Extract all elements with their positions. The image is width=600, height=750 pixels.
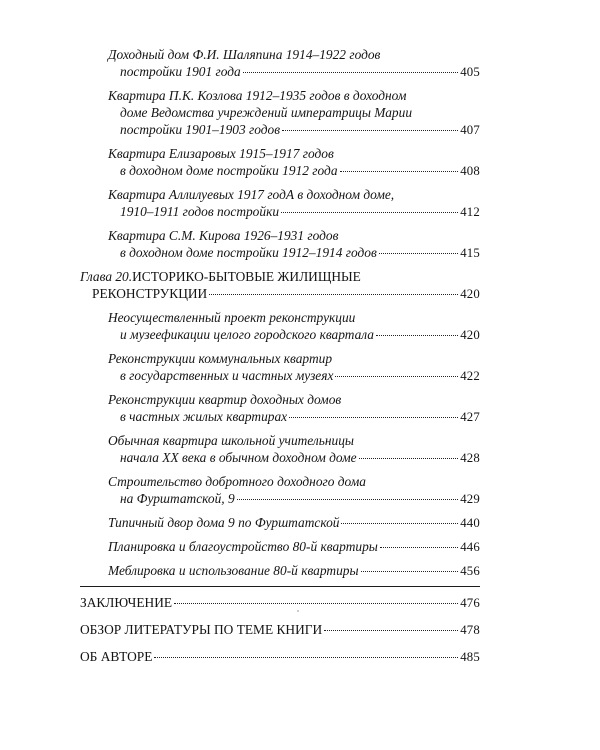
toc-section[interactable] (80, 621, 480, 639)
toc-group-back-matter (80, 594, 480, 666)
entry-line: доме Ведомства учреждений императрицы Марии (120, 105, 413, 120)
toc-group-chapter-19-entries (80, 46, 480, 262)
page-number: 427 (460, 410, 480, 424)
page-number: 420 (460, 328, 480, 342)
page-number: 429 (460, 492, 480, 506)
section-title: ОБ АВТОРЕ (80, 649, 153, 664)
entry-line: постройки 1901 года (120, 64, 241, 79)
toc-entry[interactable] (80, 391, 480, 426)
dot-leader (335, 376, 458, 377)
page-number: 440 (460, 516, 480, 530)
toc-section[interactable] (80, 594, 480, 612)
dot-leader (281, 212, 458, 213)
dot-leader (324, 630, 458, 631)
entry-line: Обычная квартира школьной учительницы (108, 433, 354, 448)
toc-entry[interactable] (80, 186, 480, 221)
dot-leader (289, 417, 458, 418)
section-title: ЗАКЛЮЧЕНИЕ (80, 595, 173, 610)
entry-line: Неосуществленный проект реконструкции (108, 310, 356, 325)
divider (80, 586, 480, 587)
toc-entry[interactable] (80, 562, 480, 580)
entry-line: Меблировка и использование 80-й квартиры (108, 563, 359, 578)
page-number: 412 (460, 205, 480, 219)
page-number: 456 (460, 564, 480, 578)
toc-entry[interactable] (80, 145, 480, 180)
entry-line: Квартира Аллилуевых 1917 годА в доходном доме, (108, 187, 395, 202)
toc-entry[interactable] (80, 432, 480, 467)
page-number: 428 (460, 451, 480, 465)
entry-line: Квартира Елизаровых 1915–1917 годов (108, 146, 334, 161)
entry-line: Типичный двор дома 9 по Фурштатской (108, 515, 340, 530)
dot-leader (174, 603, 458, 604)
entry-line: Квартира С.М. Кирова 1926–1931 годов (108, 228, 339, 243)
page-number: 407 (460, 123, 480, 137)
toc-chapter-20[interactable] (80, 268, 480, 303)
page-number: 476 (460, 596, 480, 610)
entry-last-line (108, 162, 480, 180)
entry-line: Строительство добротного доходного дома (108, 474, 366, 489)
dot-leader (359, 458, 459, 459)
toc-entry[interactable] (80, 514, 480, 532)
page-number: 422 (460, 369, 480, 383)
toc-entry[interactable] (80, 46, 480, 81)
toc-group-chapter-20-entries (80, 309, 480, 580)
toc-entry[interactable] (80, 350, 480, 385)
chapter-title-line-1: ИСТОРИКО-БЫТОВЫЕ ЖИЛИЩНЫЕ (132, 269, 361, 284)
dot-leader (361, 571, 459, 572)
dot-leader (340, 171, 459, 172)
toc-entry[interactable] (80, 538, 480, 556)
entry-line: постройки 1901–1903 годов (120, 122, 281, 137)
page-number: 415 (460, 246, 480, 260)
entry-last-line (108, 449, 480, 467)
entry-line: в доходном доме постройки 1912 года (120, 163, 338, 178)
entry-line: в частных жилых квартирах (120, 409, 288, 424)
entry-line: Квартира П.К. Козлова 1912–1935 годов в доходном (108, 88, 407, 103)
entry-line: Планировка и благоустройство 80-й квартиры (108, 539, 378, 554)
entry-last-line (80, 621, 480, 639)
entry-line: Реконструкции коммунальных квартир (108, 351, 333, 366)
dot-leader (376, 335, 458, 336)
dot-leader (209, 294, 458, 295)
dot-leader (341, 523, 458, 524)
entry-last-line (108, 63, 480, 81)
toc-entry[interactable] (80, 473, 480, 508)
page-number: 420 (460, 287, 480, 301)
section-title: ОБЗОР ЛИТЕРАТУРЫ ПО ТЕМЕ КНИГИ (80, 622, 323, 637)
entry-line: 1910–1911 годов постройки (120, 204, 280, 219)
entry-line: в доходном доме постройки 1912–1914 годов (120, 245, 377, 260)
dot-leader (379, 253, 458, 254)
entry-last-line (80, 594, 480, 612)
entry-last-line (108, 514, 480, 532)
entry-last-line (108, 490, 480, 508)
toc-entry[interactable] (80, 227, 480, 262)
entry-line: Доходный дом Ф.И. Шаляпина 1914–1922 годов (108, 47, 381, 62)
entry-line: и музеефикации целого городского квартала (120, 327, 374, 342)
chapter-title-line-2: РЕКОНСТРУКЦИИ (92, 286, 208, 301)
entry-line: начала XX века в обычном доходном доме (120, 450, 357, 465)
toc-section[interactable] (80, 648, 480, 666)
entry-last-line (108, 367, 480, 385)
dot-leader (380, 547, 458, 548)
entry-last-line (108, 408, 480, 426)
table-of-contents (80, 46, 480, 675)
entry-last-line (108, 244, 480, 262)
entry-last-line (80, 648, 480, 666)
entry-last-line (108, 562, 480, 580)
entry-line: в государственных и частных музеях (120, 368, 334, 383)
entry-line: на Фурштатской, 9 (120, 491, 235, 506)
toc-entry[interactable] (80, 309, 480, 344)
entry-last-line (108, 326, 480, 344)
entry-line: Реконструкции квартир доходных домов (108, 392, 342, 407)
entry-last-line (108, 121, 480, 139)
entry-last-line (108, 538, 480, 556)
page-number: 446 (460, 540, 480, 554)
toc-entry[interactable] (80, 87, 480, 139)
speck (297, 610, 299, 612)
page-number: 478 (460, 623, 480, 637)
page-number: 485 (460, 650, 480, 664)
entry-last-line (108, 203, 480, 221)
dot-leader (237, 499, 459, 500)
dot-leader (154, 657, 458, 658)
chapter-label: Глава 20. (80, 269, 133, 284)
dot-leader (282, 130, 458, 131)
dot-leader (243, 72, 458, 73)
page-number: 405 (460, 65, 480, 79)
page-number: 408 (460, 164, 480, 178)
